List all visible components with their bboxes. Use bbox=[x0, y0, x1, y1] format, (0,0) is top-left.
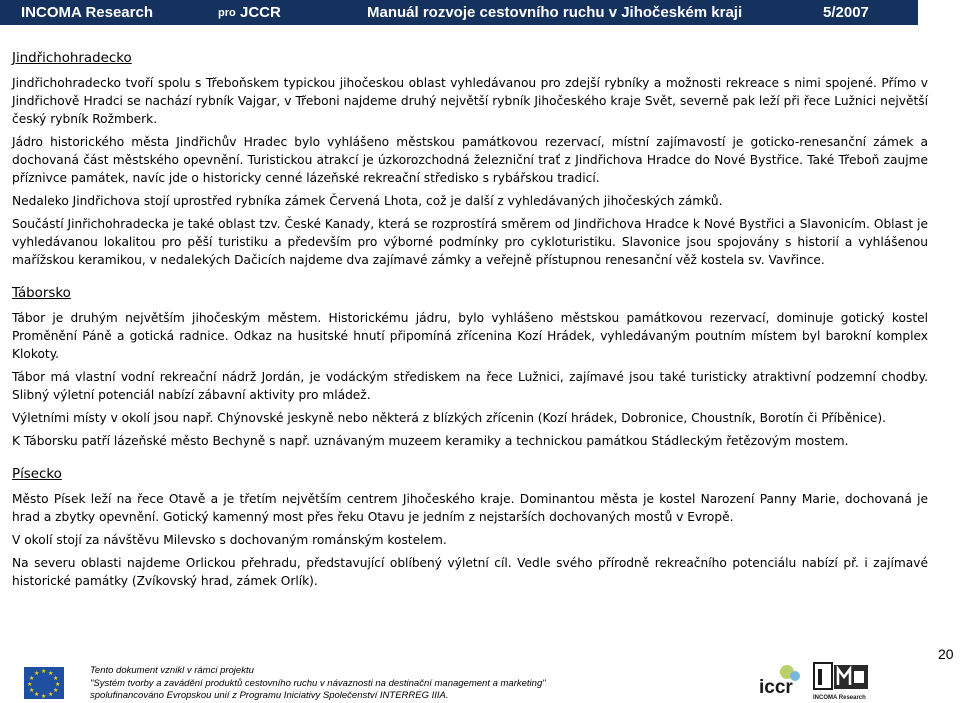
eu-flag-icon: ★ ★ ★ ★ ★ ★ ★ ★ ★ ★ ★ ★ bbox=[24, 667, 64, 699]
header-pro: pro bbox=[218, 7, 236, 19]
running-header bbox=[0, 0, 918, 25]
header-client: JCCR bbox=[240, 4, 281, 21]
document-body bbox=[12, 50, 928, 595]
paragraph: Tábor má vlastní vodní rekreační nádrž Jordán, je vodáckým střediskem na řece Lužnici, zajímavé jsou také turisticky atraktivní podzemní chodby. Slibný výletní potenciál nabízí zábavní aktivity pro mládež. bbox=[12, 370, 928, 402]
section-jindrichohradecko bbox=[12, 50, 928, 269]
paragraph: Jindřichohradecko tvoří spolu s Třeboňskem typickou jihočeskou oblast vyhledávanou pro zdejší rybníky a možnosti rekreace s nimi spojené. Přímo v Jindřichově Hradci se nachází rybník Vajgar, v Třeboni najdeme druhý největší rybník Jihočeského kraje Svět, severně pak leží při řece Lužnici největší český rybník Rožmberk. bbox=[12, 76, 928, 126]
paragraph: V okolí stojí za návštěvu Milevsko s dochovaným románským kostelem. bbox=[12, 533, 447, 547]
footer bbox=[0, 655, 960, 702]
paragraph: Tábor je druhým největším jihočeským městem. Historickému jádru, bylo vyhlášeno městskou památkovou rezervací, dominuje gotický kostel Proměnění Páně a gotická radnice. Odkaz na husitské hnutí připomíná zřícenina Kozí Hrádek, vyhledávaným poutním místem byl barokní komplex Klokoty. bbox=[12, 311, 928, 361]
paragraph: Na severu oblasti najdeme Orlickou přehradu, představující oblíbený výletní cíl. Vedle svého přírodně rekreačního potenciálu nabízí př. i zajímavé historické památky (Zvíkovský hrad, zámek Orlík). bbox=[12, 556, 928, 588]
footer-line: Tento dokument vznikl v rámci projektu bbox=[90, 665, 254, 676]
footer-text bbox=[90, 665, 546, 703]
incoma-logo-icon bbox=[812, 661, 870, 701]
paragraph: Jádro historického města Jindřichův Hradec bylo vyhlášeno městskou památkovou rezervací, místní zajímavostí je goticko-renesanční zámek a dochovaná část městského opevnění. Turistickou atrakcí je úzkorozchodná železniční trať z Jindřichova Hradce do Nové Bystřice. Také Třeboň zaujme příznivce památek, navíc jde o historicky cenné lázeňské rekreační středisko s rybářskou tradicí. bbox=[12, 135, 928, 185]
paragraph: Nedaleko Jindřichova stojí uprostřed rybníka zámek Červená Lhota, což je další z vyhledávaných jihočeských zámků. bbox=[12, 194, 723, 208]
svg-text:INCOMA Research: INCOMA Research bbox=[813, 695, 866, 701]
page-number: 20 bbox=[938, 646, 954, 662]
section-heading: Písecko bbox=[12, 467, 62, 482]
paragraph: Město Písek leží na řece Otavě a je třetím největším centrem Jihočeského kraje. Dominantou města je kostel Narození Panny Marie, dochovaná je hrad a zbytky opevnění. Gotický kamenný most přes řeku Otavu je jedním z nejstarších dochovaných mostů v Evropě. bbox=[12, 492, 928, 524]
paragraph: K Táborsku patří lázeňské město Bechyně s např. uznávaným muzeem keramiky a technickou památkou Stádleckým řetězovým mostem. bbox=[12, 434, 849, 448]
section-heading: Táborsko bbox=[12, 286, 71, 301]
iccr-logo-icon bbox=[757, 663, 809, 699]
svg-text:iccr: iccr bbox=[759, 677, 793, 698]
header-issue: 5/2007 bbox=[823, 4, 869, 21]
footer-line: "Systém tvorby a zavádění produktů cestovního ruchu v návaznosti na destinační management a marketing" bbox=[90, 677, 546, 689]
header-title: Manuál rozvoje cestovního ruchu v Jihočeském kraji bbox=[367, 4, 743, 21]
section-heading: Jindřichohradecko bbox=[12, 51, 132, 66]
section-pisecko bbox=[12, 466, 928, 590]
header-company: INCOMA Research bbox=[21, 4, 153, 21]
paragraph: Výletními místy v okolí jsou např. Chýnovské jeskyně nebo některá z blízkých zřícenin (Kozí hrádek, Dobronice, Choustník, Borotín či Příběnice). bbox=[12, 411, 887, 425]
footer-line: spolufinancováno Evropskou unií z Programu Iniciativy Společenství INTERREG IIIA. bbox=[90, 690, 449, 701]
paragraph: Součástí Jinřichohradecka je také oblast tzv. České Kanady, která se rozprostírá směrem od Jindřichova Hradce k Nové Bystřici a Slavonicím. Oblast je vyhledávanou lokalitou pro pěší turistiku a především pro výborné podmínky pro cykloturistiku. Slavonice jsou spojovány s historií a vyhlášenou mařížskou keramikou, v nedalekých Dačicích najdeme dva zajímavé zámky a veřejně přístupnou renesanční věž kostela sv. Vavřince. bbox=[12, 217, 928, 267]
section-taborsko bbox=[12, 285, 928, 450]
